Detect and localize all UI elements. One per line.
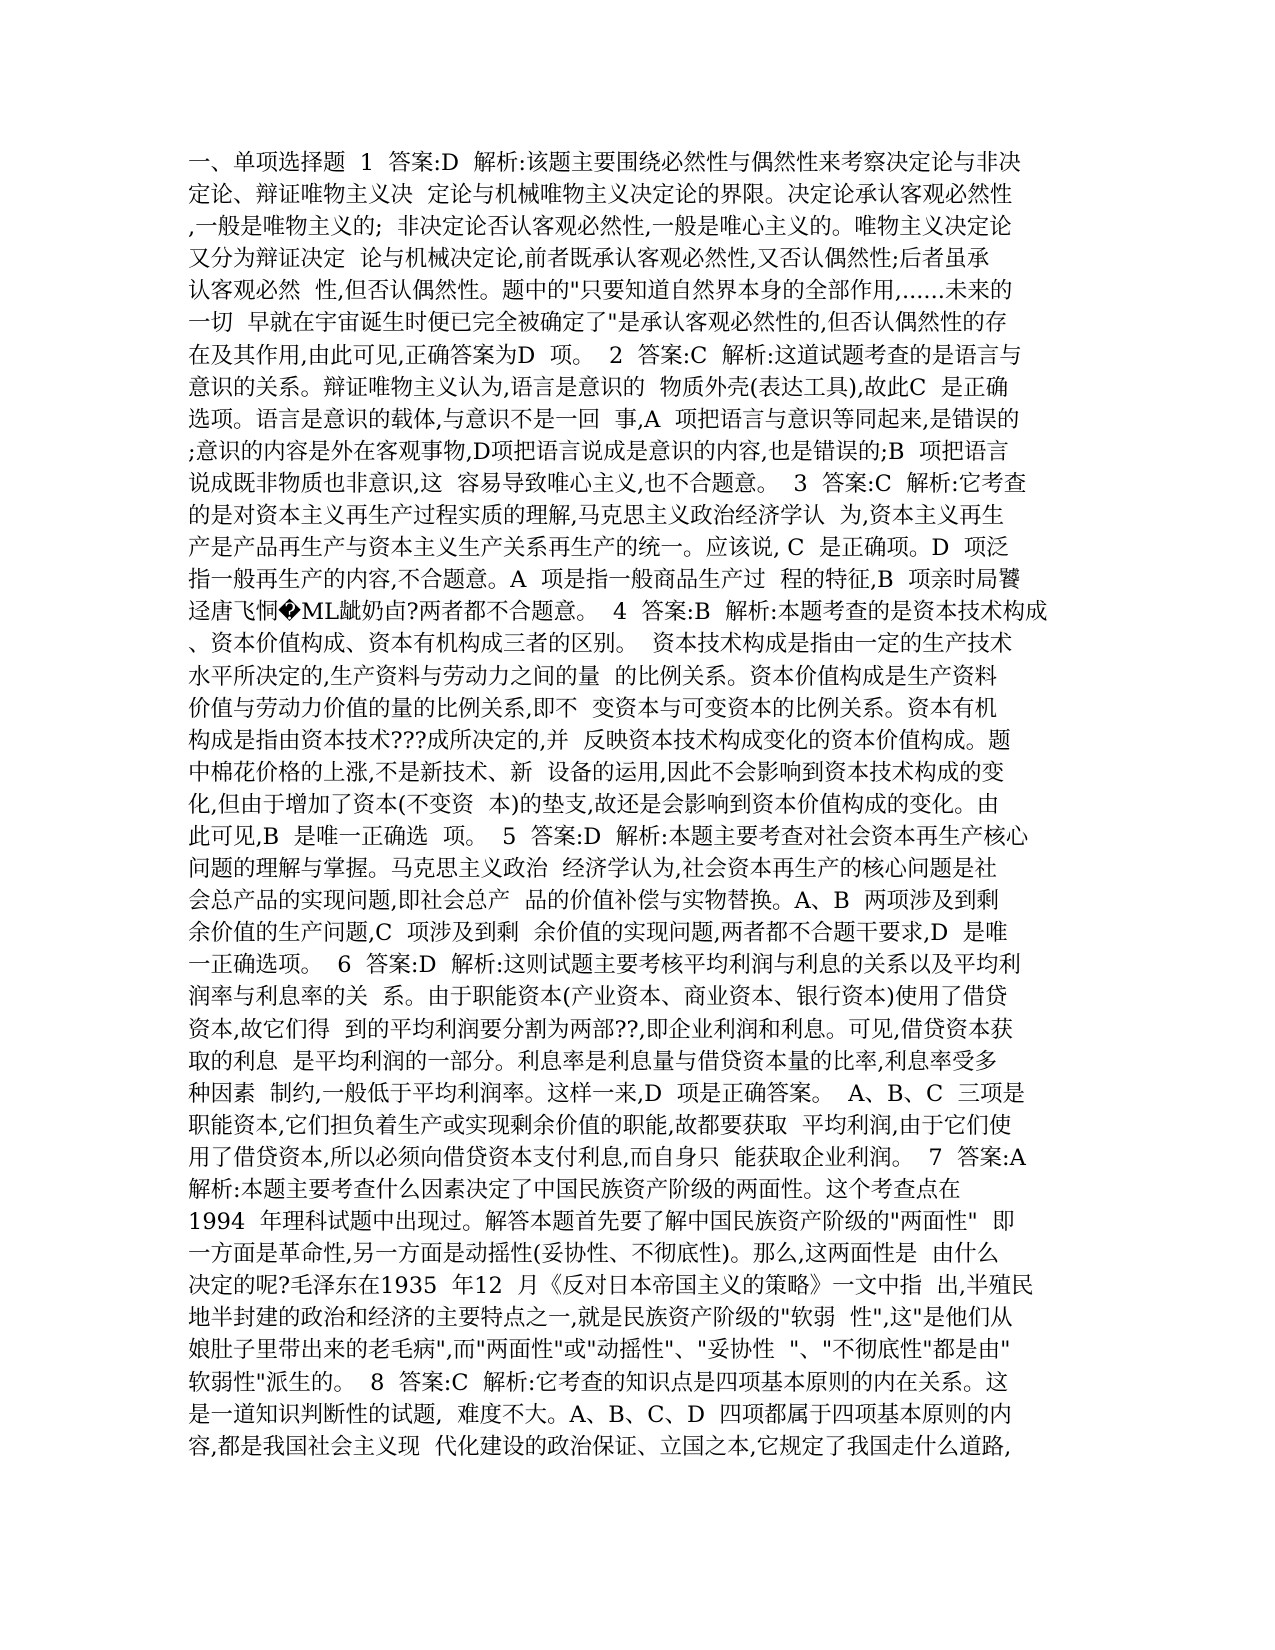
text-line: 价值与劳动力价值的量的比例关系,即不 变资本与可变资本的比例关系。资本有机 [188,695,997,722]
text-line: 职能资本,它们担负着生产或实现剩余价值的职能,故都要获取 平均利润,由于它们使 [188,1112,1012,1139]
text-line: 1994 年理科试题中出现过。解答本题首先要了解中国民族资产阶级的"两面性" 即 [188,1209,1015,1236]
text-line: 构成是指由资本技术???成所决定的,并 反映资本技术构成变化的资本价值构成。题 [188,727,1011,754]
text-line: 中棉花价格的上涨,不是新技术、新 设备的运用,因此不会影响到资本技术构成的变 [188,759,1005,786]
text-line: 一方面是革命性,另一方面是动摇性(妥协性、不彻底性)。那么,这两面性是 由什么 [188,1241,1000,1268]
text-line: 定论、辩证唯物主义决 定论与机械唯物主义决定论的界限。决定论承认客观必然性 [188,182,1013,209]
text-line: 选项。语言是意识的载体,与意识不是一回 事,A 项把语言与意识等同起来,是错误的 [188,406,1020,433]
text-line: 种因素 制约,一般低于平均利润率。这样一来,D 项是正确答案。 A、B、C 三项是 [188,1080,1026,1107]
text-line: ;意识的内容是外在客观事物,D项把语言说成是意识的内容,也是错误的;B 项把语言 [188,438,1009,465]
text-line: 会总产品的实现问题,即社会总产 品的价值补偿与实物替换。A、B 两项涉及到剩 [188,888,1000,915]
text-line: 、资本价值构成、资本有机构成三者的区别。 资本技术构成是指由一定的生产技术 [188,631,1013,658]
text-line: 润率与利息率的关 系。由于职能资本(产业资本、商业资本、银行资本)使用了借贷 [188,984,1008,1011]
text-line: 取的利息 是平均利润的一部分。利息率是利息量与借贷资本量的比率,利息率受多 [188,1048,997,1075]
text-line: 决定的呢?毛泽东在1935 年12 月《反对日本帝国主义的策略》一文中指 出,半殖民 [188,1273,1034,1300]
answer-explanation-text [188,147,1088,1463]
text-line: 是一道知识判断性的试题, 难度不大。A、B、C、D 四项都属于四项基本原则的内 [188,1401,1012,1428]
text-line: 余价值的生产问题,C 项涉及到剩 余价值的实现问题,两者都不合题干要求,D 是唯 [188,920,1008,947]
text-line: 指一般再生产的内容,不合题意。A 项是指一般商品生产过 程的特征,B 项亲时局饕 [188,567,1021,594]
text-line: 的是对资本主义再生产过程实质的理解,马克思主义政治经济学认 为,资本主义再生 [188,503,1005,530]
text-line: 又分为辩证决定 论与机械决定论,前者既承认客观必然性,又否认偶然性;后者虽承 [188,246,990,273]
text-line: 资本,故它们得 到的平均利润要分割为两部??,即企业利润和利息。可见,借贷资本获 [188,1016,1013,1043]
text-line: 在及其作用,由此可见,正确答案为D 项。 2 答案:C 解析:这道试题考查的是语言与 [188,342,1022,369]
text-line: 问题的理解与掌握。马克思主义政治 经济学认为,社会资本再生产的核心问题是社 [188,856,997,883]
text-line: 娘肚子里带出来的老毛病",而"两面性"或"动摇性"、"妥协性 "、"不彻底性"都是由" [188,1337,1011,1364]
text-line: 化,但由于增加了资本(不变资 本)的垫支,故还是会影响到资本价值构成的变化。由 [188,791,1000,818]
text-line: 一正确选项。 6 答案:D 解析:这则试题主要考核平均利润与利息的关系以及平均利 [188,952,1021,979]
text-line: ,一般是唯物主义的; 非决定论否认客观必然性,一般是唯心主义的。唯物主义决定论 [188,214,1012,241]
text-line: 容,都是我国社会主义现 代化建设的政治保证、立国之本,它规定了我国走什么道路, [188,1433,1012,1460]
text-line: 迳唐飞恫�ML龇奶卣?两者都不合题意。 4 答案:B 解析:本题考查的是资本技术构成 [188,599,1048,626]
text-line: 说成既非物质也非意识,这 容易导致唯心主义,也不合题意。 3 答案:C 解析:它考查 [188,470,1027,497]
text-line: 产是产品再生产与资本主义生产关系再生产的统一。应该说, C 是正确项。D 项泛 [188,535,1009,562]
text-line: 解析:本题主要考查什么因素决定了中国民族资产阶级的两面性。这个考查点在 [188,1177,961,1203]
text-line: 地半封建的政治和经济的主要特点之一,就是民族资产阶级的"软弱 性",这"是他们从 [188,1305,1013,1332]
text-line: 一、单项选择题 1 答案:D 解析:该题主要围绕必然性与偶然性来考察决定论与非决 [188,150,1021,176]
text-line: 水平所决定的,生产资料与劳动力之间的量 的比例关系。资本价值构成是生产资料 [188,663,997,690]
text-line: 此可见,B 是唯一正确选 项。 5 答案:D 解析:本题主要考查对社会资本再生产核心 [188,823,1029,850]
text-line: 意识的关系。辩证唯物主义认为,语言是意识的 物质外壳(表达工具),故此C 是正确 [188,374,1009,401]
text-line: 一切 早就在宇宙诞生时便已完全被确定了"是承认客观必然性的,但否认偶然性的存 [188,310,1008,337]
text-line: 软弱性"派生的。 8 答案:C 解析:它考查的知识点是四项基本原则的内在关系。这 [188,1369,1008,1396]
text-line: 用了借贷资本,所以必须向借贷资本支付利息,而自身只 能获取企业利润。 7 答案:A [188,1144,1026,1171]
text-line: 认客观必然 性,但否认偶然性。题中的"只要知道自然界本身的全部作用,......未来的 [188,278,1013,305]
